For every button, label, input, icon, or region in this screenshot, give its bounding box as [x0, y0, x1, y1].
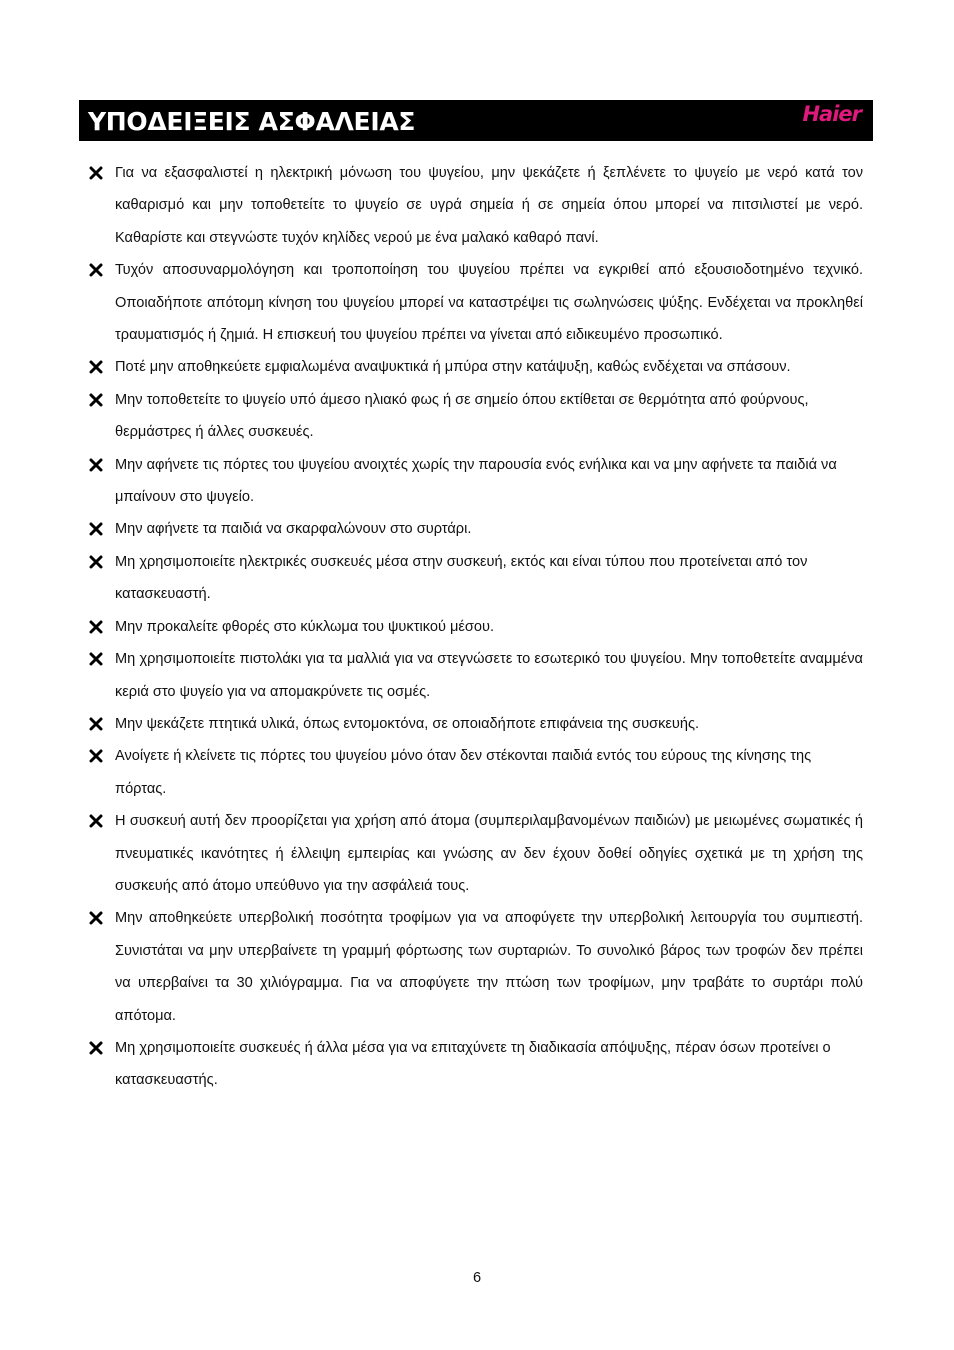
list-item-text: Μην ψεκάζετε πτητικά υλικά, όπως εντομοκτόνα, σε οποιαδήποτε επιφάνεια της συσκευής.: [115, 715, 700, 732]
list-item: [88, 351, 863, 383]
page-title: ΥΠΟΔΕΙΞΕΙΣ ΑΣΦΑΛΕΙΑΣ: [88, 107, 416, 136]
list-item: [88, 708, 863, 740]
list-item-text: Ποτέ μην αποθηκεύετε εμφιαλωμένα αναψυκτικά ή μπύρα στην κατάψυξη, καθώς ενδέχεται να σπάσουν.: [115, 359, 791, 376]
list-item: [88, 643, 863, 708]
list-item: [88, 384, 863, 449]
cross-mark-icon: [88, 1040, 104, 1056]
list-item: [88, 449, 863, 514]
cross-mark-icon: [88, 457, 104, 473]
list-item: [88, 157, 863, 254]
list-item: [88, 740, 863, 805]
list-item-text: Μην αποθηκεύετε υπερβολική ποσότητα τροφίμων για να αποφύγετε την υπερβολική λειτουργία του συμπιεστή. Συνιστάται να μην υπερβαίνετε τη γραμμή φόρτωσης των συρταριών. Το συνολικό βάρος των τροφών δεν πρέπει να υπερβαίνει τα 30 χιλιόγραμμα. Για να αποφύγετε την πτώση των τροφίμων, μην τραβάτε το συρτάρι πολύ απότομα.: [115, 910, 863, 1024]
cross-mark-icon: [88, 165, 104, 181]
list-item-text: Μη χρησιμοποιείτε πιστολάκι για τα μαλλιά για να στεγνώσετε το εσωτερικό του ψυγείου. Μην τοποθετείτε αναμμένα κεριά στο ψυγείο για να απομακρύνετε τις οσμές.: [115, 651, 863, 700]
list-item-text: Μην τοποθετείτε το ψυγείο υπό άμεσο ηλιακό φως ή σε σημείο όπου εκτίθεται σε θερμότητα από φούρνους, θερμάστρες ή άλλες συσκευές.: [115, 391, 809, 441]
list-item: [88, 805, 863, 902]
list-item: [88, 902, 863, 1032]
brand-logo: Haier: [802, 102, 861, 126]
cross-mark-icon: [88, 359, 104, 375]
list-item-text: Ανοίγετε ή κλείνετε τις πόρτες του ψυγείου μόνο όταν δεν στέκονται παιδιά εντός του εύρους της κίνησης της πόρτας.: [115, 748, 812, 797]
list-item: [88, 611, 863, 643]
list-item-text: Η συσκευή αυτή δεν προορίζεται για χρήση από άτομα (συμπεριλαμβανομένων παιδιών) με μειωμένες σωματικές ή πνευματικές ικανότητες ή έλλειψη εμπειρίας και γνώσης αν δεν έχουν δοθεί οδηγίες σχετικά με τη χρήση της συσκευής από άτομο υπεύθυνο για την ασφάλειά τους.: [115, 813, 863, 894]
cross-mark-icon: [88, 748, 104, 764]
section-header: [79, 100, 873, 141]
list-item: [88, 546, 863, 611]
cross-mark-icon: [88, 910, 104, 926]
cross-mark-icon: [88, 651, 104, 667]
list-item-text: Μην αφήνετε τα παιδιά να σκαρφαλώνουν στο συρτάρι.: [115, 521, 472, 538]
cross-mark-icon: [88, 813, 104, 829]
page-number: 6: [472, 1270, 482, 1286]
list-item: [88, 513, 863, 545]
cross-mark-icon: [88, 619, 104, 635]
safety-instructions-list: [88, 157, 863, 1097]
cross-mark-icon: [88, 392, 104, 408]
list-item-text: Τυχόν αποσυναρμολόγηση και τροποποίηση του ψυγείου πρέπει να εγκριθεί από εξουσιοδοτημένο τεχνικό. Οποιαδήποτε απότομη κίνηση του ψυγείου μπορεί να καταστρέψει τις σωληνώσεις ψύξης. Ενδέχεται να προκληθεί τραυματισμός ή ζημιά. Η επισκευή του ψυγείου πρέπει να γίνεται από ειδικευμένο προσωπικό.: [115, 262, 863, 344]
cross-mark-icon: [88, 262, 104, 278]
cross-mark-icon: [88, 554, 104, 570]
list-item-text: Μη χρησιμοποιείτε ηλεκτρικές συσκευές μέσα στην συσκευή, εκτός και είναι τύπου που προτείνεται από τον κατασκευαστή.: [115, 553, 808, 603]
cross-mark-icon: [88, 716, 104, 732]
list-item-text: Μην προκαλείτε φθορές στο κύκλωμα του ψυκτικού μέσου.: [115, 618, 495, 635]
list-item-text: Μην αφήνετε τις πόρτες του ψυγείου ανοιχτές χωρίς την παρουσία ενός ενήλικα και να μην αφήνετε τα παιδιά να μπαίνουν στο ψυγείο.: [115, 456, 837, 506]
list-item-text: Μη χρησιμοποιείτε συσκευές ή άλλα μέσα για να επιταχύνετε τη διαδικασία απόψυξης, πέραν όσων προτείνει ο κατασκευαστής.: [115, 1039, 831, 1089]
list-item: [88, 254, 863, 351]
list-item: [88, 1032, 863, 1097]
cross-mark-icon: [88, 521, 104, 537]
list-item-text: Για να εξασφαλιστεί η ηλεκτρική μόνωση του ψυγείου, μην ψεκάζετε ή ξεπλένετε το ψυγείο με νερό κατά τον καθαρισμό και μην τοποθετείτε το ψυγείο σε υγρά σημεία ή σε σημεία όπου μπορεί να πιτσιλιστεί με νερό. Καθαρίστε και στεγνώστε τυχόν κηλίδες νερού με ένα μαλακό καθαρό πανί.: [115, 165, 863, 246]
